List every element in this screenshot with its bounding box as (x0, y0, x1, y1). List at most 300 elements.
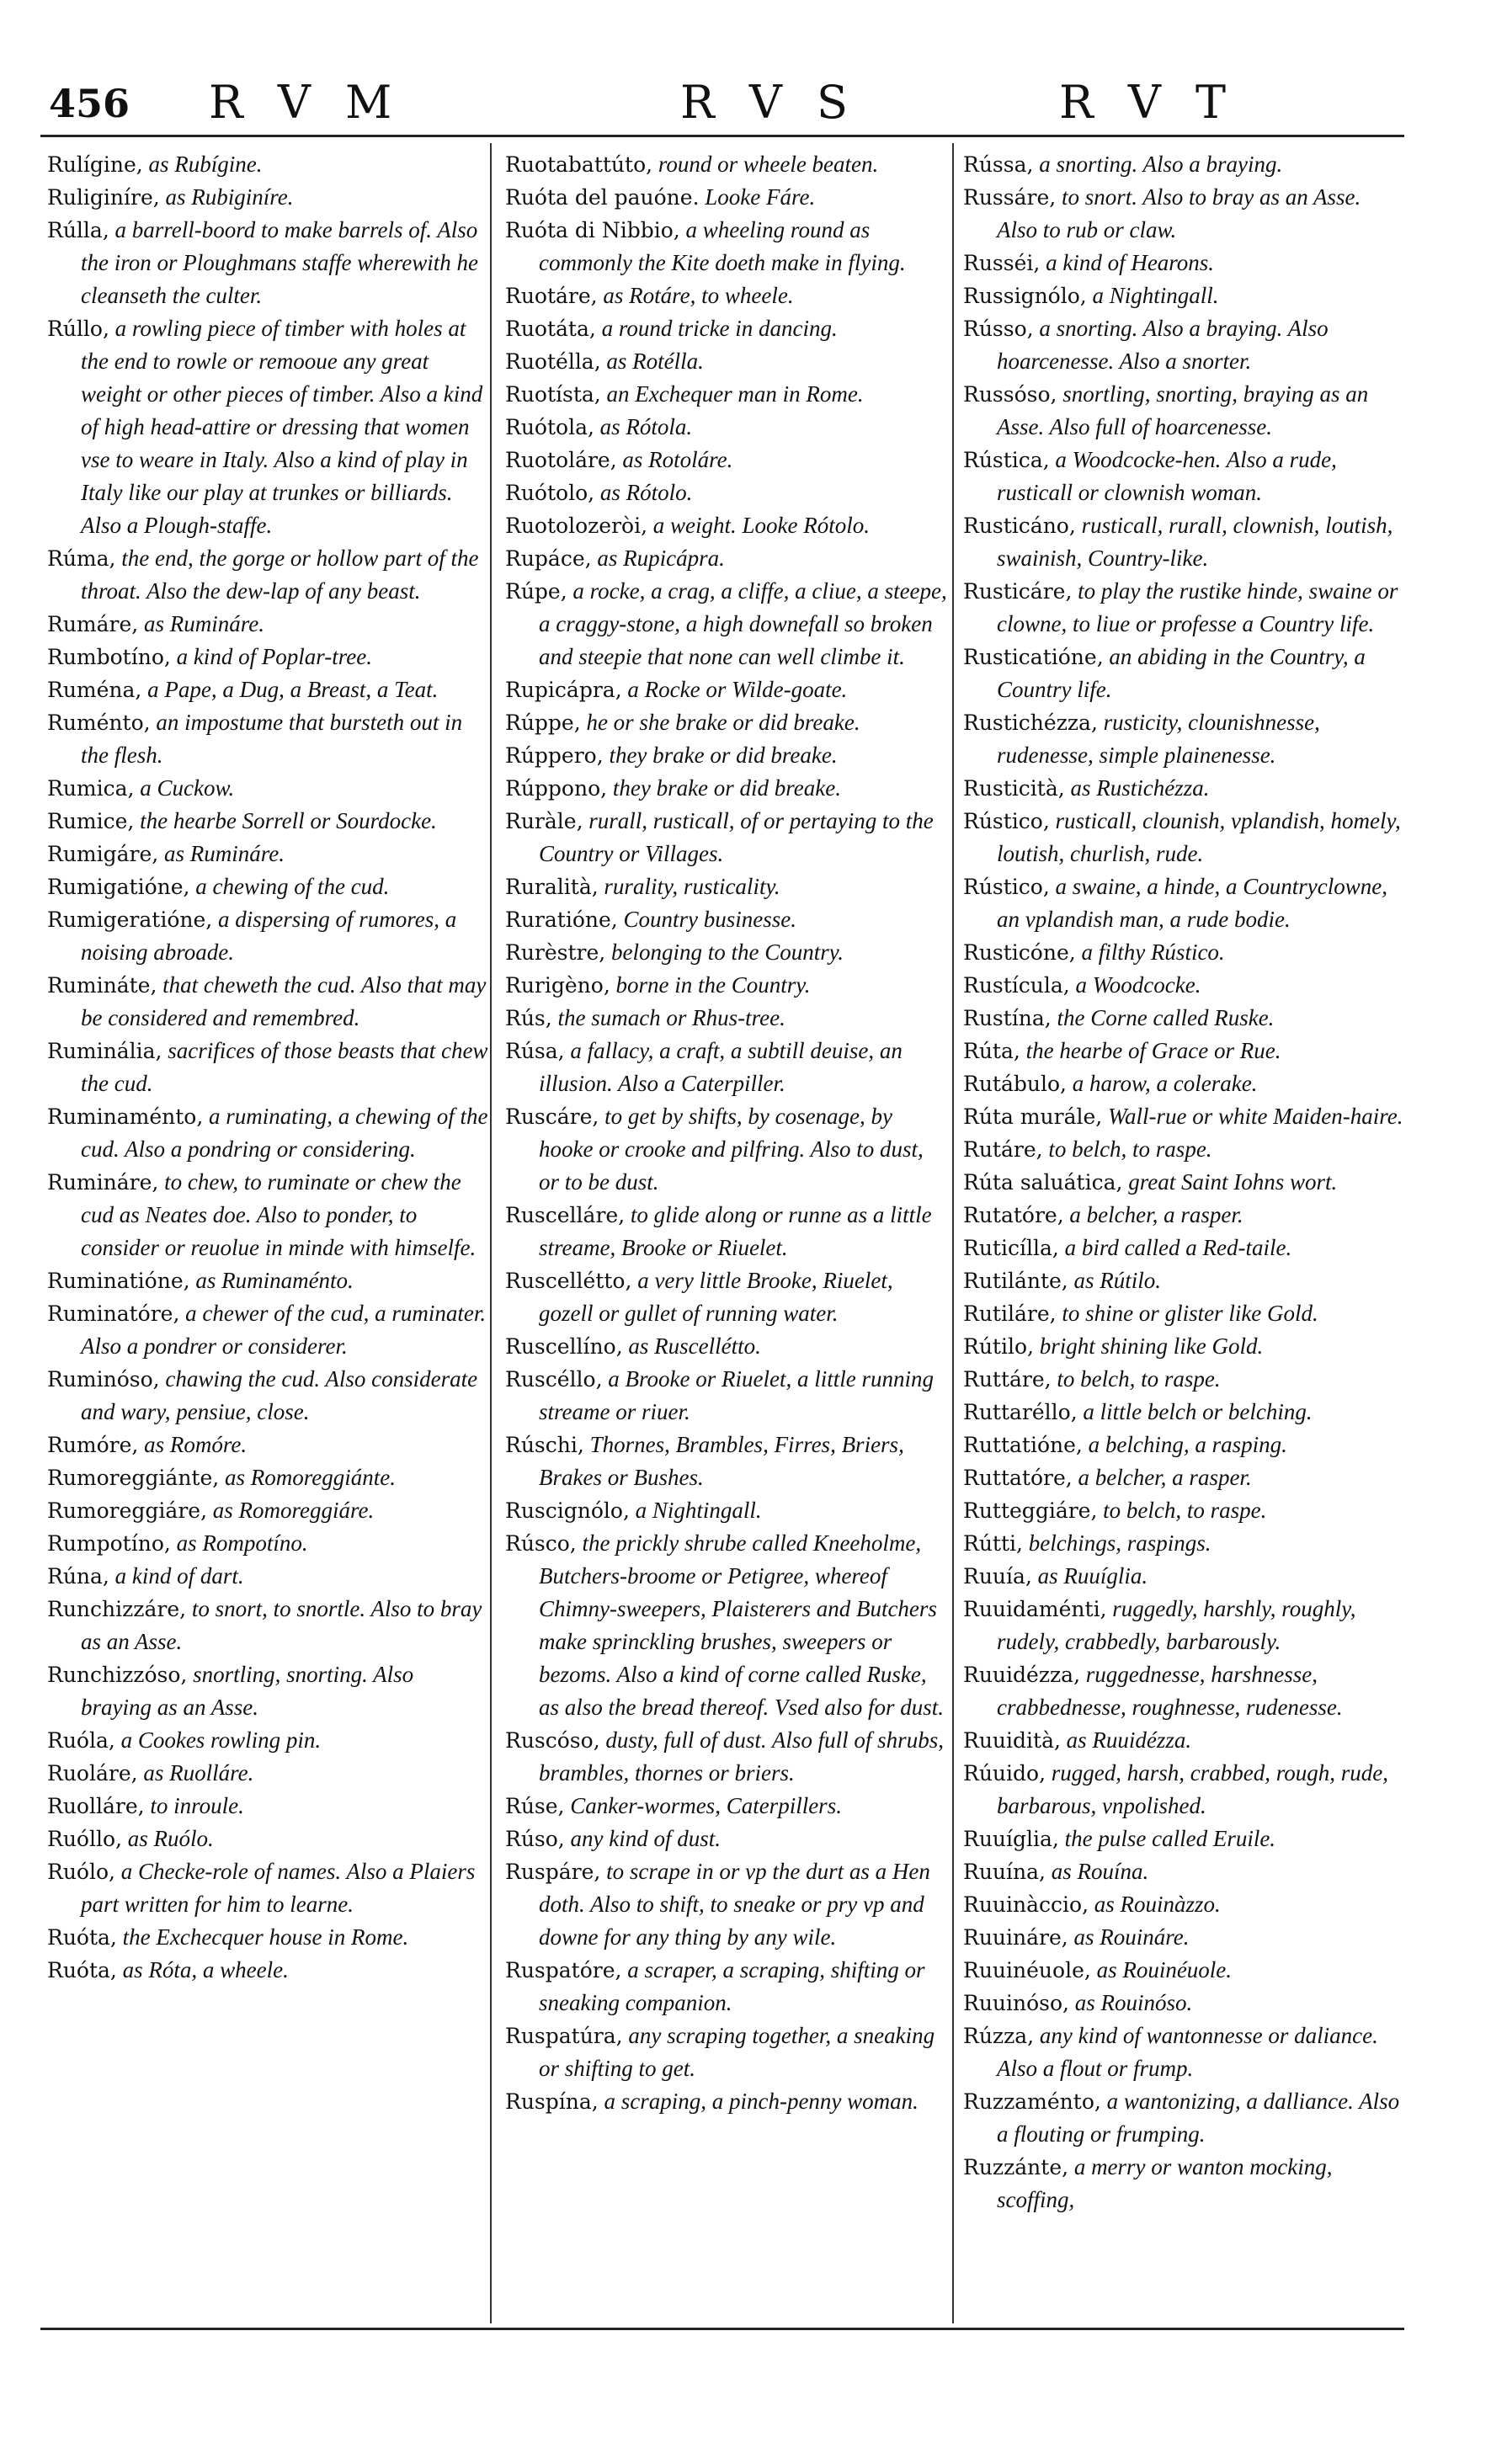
definition: a Checke-role of names. Also a Plaiers part written for him to learne. (81, 1859, 476, 1917)
headword: Rusticóne, (963, 940, 1076, 965)
dictionary-entry (505, 2020, 947, 2085)
headword: Ruménto, (47, 710, 151, 735)
dictionary-entry (963, 378, 1405, 444)
headword: Ruratióne, (505, 907, 618, 932)
definition: an impostume that bursteth out in the flesh. (81, 710, 463, 768)
dictionary-entry (963, 1429, 1405, 1461)
dictionary-entry (505, 1429, 947, 1494)
definition: a wheeling round as commonly the Kite doeth make in flying. (539, 217, 906, 275)
page-header (40, 69, 1404, 136)
definition: a chewing of the cud. (189, 874, 390, 899)
headword: Ruscéllo, (505, 1367, 603, 1392)
definition: Wall-rue or white Maiden-haire. (1102, 1104, 1403, 1129)
dictionary-entry (505, 1330, 947, 1363)
headword: Ruscellíno, (505, 1334, 623, 1359)
headword: Rumpotíno, (47, 1531, 171, 1556)
definition: rusticall, rurall, clownish, loutish, swainish, Country-like. (997, 513, 1393, 571)
dictionary-entry (963, 2151, 1405, 2217)
headword: Ruralità, (505, 875, 599, 899)
definition: a wantonizing, a dalliance. Also a flouting or frumping. (997, 2089, 1400, 2147)
definition: as Rotoláre. (616, 447, 733, 472)
headword: Rutilánte, (963, 1269, 1068, 1293)
dictionary-entry (963, 312, 1405, 378)
definition: ruggednesse, harshnesse, crabbednesse, roughnesse, rudenesse. (997, 1662, 1343, 1720)
headword: Rústica, (963, 448, 1050, 472)
dictionary-entry (47, 1100, 489, 1166)
headword: Ruminatióne, (47, 1269, 190, 1293)
definition: to glide along or runne as a little streame, Brooke or Riuelet. (539, 1202, 932, 1260)
headword: Ruscóso, (505, 1728, 600, 1753)
column-divider (490, 143, 492, 2323)
headword: Ruuía, (963, 1564, 1032, 1589)
headword: Ruóta, (47, 1958, 117, 1982)
headword: Rutteggiáre, (963, 1498, 1098, 1523)
dictionary-entry (505, 673, 947, 706)
dictionary-entry (505, 1363, 947, 1429)
definition: as Rubiginíre. (159, 184, 294, 210)
definition: as Rótola. (594, 414, 693, 439)
headword: Rúma, (47, 546, 116, 571)
definition: an Exchequer man in Rome. (600, 381, 864, 407)
definition: the Exchecquer house in Rome. (116, 1924, 409, 1950)
dictionary-entry (47, 772, 489, 805)
dictionary-entry (47, 181, 489, 214)
definition: sacrifices of those beasts that chew the cud. (81, 1038, 488, 1096)
headword: Ruscelláre, (505, 1203, 626, 1227)
definition: as Romóre. (138, 1432, 248, 1457)
dictionary-entry (963, 148, 1405, 181)
definition: bright shining like Gold. (1033, 1333, 1264, 1359)
headword: Rumoreggiáre, (47, 1498, 208, 1523)
definition: a belching, a rasping. (1082, 1432, 1287, 1457)
headword: Rumbotíno, (47, 645, 171, 669)
headword: Ruuíglia, (963, 1827, 1059, 1851)
dictionary-entry (47, 673, 489, 706)
definition: as Rubígine. (142, 152, 263, 177)
definition: Looke Fáre. (699, 184, 816, 210)
headword: Ruotolozeròi, (505, 514, 648, 538)
headword: Rússo, (963, 317, 1034, 341)
dictionary-entry (47, 706, 489, 772)
headword: Rúuido, (963, 1761, 1046, 1785)
headword: Ruótola, (505, 415, 594, 439)
definition: a scraper, a scraping, shifting or sneaking companion. (539, 1957, 925, 2015)
definition: the sumach or Rhus-tree. (551, 1005, 785, 1030)
dictionary-entry (963, 247, 1405, 279)
dictionary-entry (47, 608, 489, 641)
definition: as Rótolo. (594, 480, 693, 505)
headword: Rúta murále, (963, 1104, 1103, 1129)
headword: Rupicápra, (505, 678, 622, 702)
column-divider (952, 143, 954, 2323)
definition: a very little Brooke, Riuelet, gozell or gullet of running water. (539, 1268, 893, 1326)
headword: Russóso, (963, 382, 1057, 407)
running-head-center: R V S (680, 76, 858, 129)
definition: rugged, harsh, crabbed, rough, rude, barbarous, vnpolished. (997, 1760, 1389, 1818)
column-1 (47, 148, 489, 1987)
dictionary-entry (47, 1527, 489, 1560)
dictionary-entry (505, 1002, 947, 1035)
dictionary-entry (505, 870, 947, 903)
headword: Ruminatóre, (47, 1301, 180, 1326)
definition: rurall, rusticall, of or pertaying to the Country or Villages. (539, 808, 934, 866)
dictionary-entry (963, 1527, 1405, 1560)
headword: Rurèstre, (505, 940, 606, 965)
headword: Ruuinóso, (963, 1991, 1070, 2015)
dictionary-entry (963, 1232, 1405, 1264)
headword: Rúna, (47, 1564, 109, 1589)
definition: a ruminating, a chewing of the cud. Also a pondring or considering. (81, 1104, 488, 1162)
headword: Ruolláre, (47, 1794, 145, 1818)
definition: to play the rustike hinde, swaine or clowne, to liue or professe a Country life. (997, 578, 1398, 636)
header-rule (40, 135, 1404, 137)
definition: as Rumináre. (158, 841, 285, 866)
headword: Russáre, (963, 185, 1057, 210)
definition: he or she brake or did breake. (580, 710, 860, 735)
definition: as Ruolláre. (137, 1760, 254, 1785)
definition: a snorting. Also a braying. Also hoarcenesse. Also a snorter. (997, 316, 1329, 374)
dictionary-entry (47, 1560, 489, 1593)
definition: borne in the Country. (610, 972, 811, 998)
definition: Thornes, Brambles, Firres, Briers, Brakes or Bushes. (539, 1432, 904, 1490)
dictionary-entry (963, 1658, 1405, 1724)
headword: Rúta saluática, (963, 1170, 1123, 1195)
headword: Ruotoláre, (505, 448, 617, 472)
dictionary-entry (963, 1100, 1405, 1133)
headword: Ruzzaménto, (963, 2089, 1101, 2114)
definition: as Rustichézza. (1064, 775, 1210, 801)
definition: a kind of Poplar-tree. (170, 644, 372, 669)
headword: Rumica, (47, 776, 135, 801)
headword: Rulígine, (47, 152, 143, 177)
headword: Ruóta, (47, 1925, 117, 1950)
dictionary-entry (47, 1297, 489, 1363)
definition: they brake or did breake. (603, 742, 838, 768)
dictionary-entry (963, 1363, 1405, 1396)
dictionary-entry (505, 279, 947, 312)
headword: Ruttaréllo, (963, 1400, 1078, 1424)
dictionary-entry (505, 903, 947, 936)
headword: Ruuinéuole, (963, 1958, 1091, 1982)
definition: a little belch or belching. (1077, 1399, 1313, 1424)
headword: Rusticáre, (963, 579, 1073, 604)
dictionary-entry (963, 1067, 1405, 1100)
dictionary-entry (963, 1855, 1405, 1888)
headword: Ruóta di Nibbio, (505, 218, 680, 242)
definition: any kind of dust. (564, 1826, 721, 1851)
dictionary-entry (963, 1166, 1405, 1199)
headword: Ruótolo, (505, 481, 595, 505)
dictionary-entry (47, 1790, 489, 1823)
headword: Rúllo, (47, 317, 109, 341)
dictionary-entry (47, 312, 489, 542)
dictionary-entry (47, 903, 489, 969)
headword: Ruóllo, (47, 1827, 122, 1851)
dictionary-entry (505, 476, 947, 509)
headword: Ruotísta, (505, 382, 601, 407)
dictionary-entry (505, 181, 947, 214)
definition: a round tricke in dancing. (595, 316, 838, 341)
dictionary-entry (505, 1527, 947, 1724)
definition: to snort, to snortle. Also to bray as an Asse. (81, 1596, 482, 1654)
dictionary-entry (47, 1658, 489, 1724)
headword: Ruuinàccio, (963, 1892, 1089, 1917)
headword: Russignólo, (963, 284, 1087, 308)
definition: the hearbe of Grace or Rue. (1020, 1038, 1281, 1063)
definition: a merry or wanton mocking, scoffing, (997, 2154, 1333, 2212)
headword: Ruotáre, (505, 284, 598, 308)
definition: a rowling piece of timber with holes at the end to rowle or remooue any great weight or other pieces of timber. Also a kind of high head-attire or dressing that women vse to weare in Italy. Also a kind of play in Italy like our play at trunkes or billiards. Also a Plough-staffe. (81, 316, 483, 538)
headword: Ruscellétto, (505, 1269, 632, 1293)
running-head-right: R V T (1059, 76, 1237, 129)
definition: the Corne called Ruske. (1051, 1005, 1275, 1030)
headword: Rúppono, (505, 776, 608, 801)
headword: Rúsco, (505, 1531, 577, 1556)
dictionary-entry (47, 148, 489, 181)
definition: as Rouinóso. (1069, 1990, 1193, 2015)
headword: Ruràle, (505, 809, 583, 833)
dictionary-entry (505, 936, 947, 969)
dictionary-entry (505, 444, 947, 476)
dictionary-entry (963, 936, 1405, 969)
headword: Rusticità, (963, 776, 1065, 801)
definition: to belch, to raspe. (1042, 1136, 1212, 1162)
definition: a chewer of the cud, a ruminater. Also a pondrer or considerer. (81, 1301, 487, 1359)
headword: Ruspatóre, (505, 1958, 622, 1982)
dictionary-entry (963, 1987, 1405, 2020)
dictionary-entry (963, 1330, 1405, 1363)
definition: a filthy Rústico. (1075, 939, 1225, 965)
definition: a snorting. Also a braying. (1033, 152, 1283, 177)
dictionary-entry (963, 1954, 1405, 1987)
definition: a rocke, a crag, a cliffe, a cliue, a steepe, a craggy-stone, a high downefall so broken and steepie that none can well climbe it. (539, 578, 947, 669)
definition: to belch, to raspe. (1097, 1498, 1267, 1523)
definition: a fallacy, a craft, a subtill deuise, an illusion. Also a Caterpiller. (539, 1038, 903, 1096)
definition: an abiding in the Country, a Country life. (997, 644, 1366, 702)
dictionary-entry (505, 739, 947, 772)
dictionary-entry (47, 1494, 489, 1527)
headword: Rúpe, (505, 579, 567, 604)
definition: snortling, snorting, braying as an Asse. Also full of hoarcenesse. (997, 381, 1369, 439)
dictionary-entry (963, 1823, 1405, 1855)
dictionary-entry (963, 509, 1405, 575)
headword: Rúppero, (505, 743, 604, 768)
dictionary-entry (47, 641, 489, 673)
definition: a Rocke or Wilde-goate. (621, 677, 848, 702)
dictionary-entry (505, 509, 947, 542)
headword: Rumigáre, (47, 842, 159, 866)
headword: Ruminália, (47, 1039, 162, 1063)
headword: Rúzza, (963, 2024, 1035, 2048)
headword: Rúta, (963, 1039, 1020, 1063)
definition: belonging to the Country. (605, 939, 844, 965)
definition: ruggedly, harshly, roughly, rudely, crabbedly, barbarously. (997, 1596, 1356, 1654)
dictionary-entry (505, 1954, 947, 2020)
headword: Rúlla, (47, 218, 109, 242)
headword: Ruspáre, (505, 1860, 601, 1884)
headword: Rumoreggiánte, (47, 1466, 220, 1490)
definition: rusticity, clounishnesse, rudenesse, simple plainenesse. (997, 710, 1320, 768)
definition: a harow, a colerake. (1066, 1071, 1258, 1096)
dictionary-entry (505, 214, 947, 279)
definition: great Saint Iohns wort. (1122, 1169, 1338, 1195)
dictionary-entry (505, 805, 947, 870)
headword: Rutáre, (963, 1137, 1043, 1162)
headword: Rúppe, (505, 710, 581, 735)
dictionary-entry (963, 1264, 1405, 1297)
headword: Rúse, (505, 1794, 565, 1818)
dictionary-entry (963, 706, 1405, 772)
definition: dusty, full of dust. Also full of shrubs, brambles, thornes or briers. (539, 1727, 944, 1785)
headword: Rús, (505, 1006, 552, 1030)
dictionary-entry (47, 870, 489, 903)
dictionary-entry (963, 279, 1405, 312)
definition: a Pape, a Dug, a Breast, a Teat. (141, 677, 439, 702)
headword: Ruminóso, (47, 1367, 160, 1392)
headword: Rúsa, (505, 1039, 565, 1063)
headword: Rumigeratióne, (47, 907, 213, 932)
headword: Runchizzáre, (47, 1597, 187, 1621)
dictionary-entry (505, 1724, 947, 1790)
headword: Rusticatióne, (963, 645, 1104, 669)
definition: they brake or did breake. (607, 775, 842, 801)
headword: Ruttatióne, (963, 1433, 1083, 1457)
headword: Runchizzóso, (47, 1663, 188, 1687)
definition: any kind of wantonnesse or daliance. Also a flout or frump. (997, 2023, 1378, 2081)
headword: Rurigèno, (505, 973, 610, 998)
definition: as Róta, a wheele. (116, 1957, 289, 1982)
dictionary-entry (47, 542, 489, 608)
headword: Ruólo, (47, 1860, 115, 1884)
dictionary-entry (963, 2020, 1405, 2085)
dictionary-entry (963, 1002, 1405, 1035)
dictionary-entry (505, 1823, 947, 1855)
headword: Rúschi, (505, 1433, 584, 1457)
dictionary-entry (47, 805, 489, 838)
dictionary-entry (47, 838, 489, 870)
definition: to inroule. (144, 1793, 244, 1818)
headword: Rumóre, (47, 1433, 139, 1457)
headword: Ruscáre, (505, 1104, 599, 1129)
running-head-left: R V M (209, 76, 402, 129)
definition: as Romoreggiánte. (219, 1465, 396, 1490)
definition: round or wheele beaten. (652, 152, 879, 177)
page-number: 456 (49, 81, 130, 126)
definition: a Nightingall. (1086, 283, 1219, 308)
headword: Rússa, (963, 152, 1034, 177)
dictionary-entry (505, 345, 947, 378)
headword: Russéi, (963, 251, 1041, 275)
dictionary-entry (963, 870, 1405, 936)
dictionary-entry (505, 706, 947, 739)
definition: as Rouinéuole. (1090, 1957, 1233, 1982)
dictionary-entry (963, 1396, 1405, 1429)
definition: as Rompotíno. (170, 1530, 308, 1556)
definition: as Rumináre. (138, 611, 264, 636)
dictionary-entry (505, 772, 947, 805)
definition: that cheweth the cud. Also that may be considered and remembred. (81, 972, 487, 1030)
headword: Rutábulo, (963, 1072, 1067, 1096)
definition: belchings, raspings. (1022, 1530, 1211, 1556)
headword: Rúso, (505, 1827, 565, 1851)
headword: Rumice, (47, 809, 135, 833)
headword: Rutiláre, (963, 1301, 1057, 1326)
definition: any scraping together, a sneaking or shifting to get. (539, 2023, 935, 2081)
dictionary-entry (505, 1100, 947, 1199)
dictionary-entry (963, 1560, 1405, 1593)
definition: Country businesse. (617, 907, 796, 932)
definition: a weight. Looke Rótolo. (647, 513, 871, 538)
dictionary-entry (47, 1823, 489, 1855)
definition: a Woodcocke-hen. Also a rude, rusticall or clownish woman. (997, 447, 1337, 505)
definition: Canker-wormes, Caterpillers. (564, 1793, 842, 1818)
headword: Ruscignólo, (505, 1498, 630, 1523)
headword: Ruttáre, (963, 1367, 1052, 1392)
headword: Ruóla, (47, 1728, 115, 1753)
headword: Ruoláre, (47, 1761, 138, 1785)
dictionary-entry (963, 181, 1405, 247)
dictionary-entry (505, 542, 947, 575)
definition: chawing the cud. Also considerate and wary, pensiue, close. (81, 1366, 478, 1424)
dictionary-entry (505, 1494, 947, 1527)
headword: Ruuidità, (963, 1728, 1061, 1753)
definition: a belcher, a rasper. (1063, 1202, 1243, 1227)
dictionary-entry (963, 805, 1405, 870)
dictionary-entry (505, 575, 947, 673)
dictionary-entry (47, 1921, 489, 1954)
definition: as Rouína. (1045, 1859, 1149, 1884)
definition: a Brooke or Riuelet, a little running streame or riuer. (539, 1366, 934, 1424)
dictionary-entry (963, 575, 1405, 641)
headword: Rustína, (963, 1006, 1052, 1030)
dictionary-entry (963, 1035, 1405, 1067)
headword: Rútilo, (963, 1334, 1034, 1359)
definition: a belcher, a rasper. (1072, 1465, 1252, 1490)
dictionary-entry (47, 1264, 489, 1297)
definition: as Rotáre, to wheele. (597, 283, 794, 308)
definition: to scrape in or vp the durt as a Hen doth. Also to shift, to sneake or pry vp and downe for any thing by any wile. (539, 1859, 930, 1950)
definition: as Rupicápra. (591, 545, 725, 571)
headword: Ruspatúra, (505, 2024, 623, 2048)
dictionary-entry (47, 1461, 489, 1494)
headword: Ruóta del pauóne. (505, 185, 700, 210)
dictionary-entry (963, 1724, 1405, 1757)
dictionary-entry (47, 1363, 489, 1429)
headword: Rumáre, (47, 612, 139, 636)
definition: as Ruscellétto. (622, 1333, 761, 1359)
definition: the pulse called Eruile. (1058, 1826, 1276, 1851)
definition: to chew, to ruminate or chew the cud as Neates doe. Also to ponder, to consider or reuolue in minde with himselfe. (81, 1169, 477, 1260)
headword: Ruotélla, (505, 349, 601, 374)
dictionary-entry (963, 1297, 1405, 1330)
definition: to get by shifts, by cosenage, by hooke or crooke and pilfring. Also to dust, or to be dust. (539, 1104, 924, 1195)
dictionary-entry (47, 1593, 489, 1658)
headword: Rumináte, (47, 973, 157, 998)
definition: as Romoreggiáre. (207, 1498, 375, 1523)
dictionary-entry (963, 969, 1405, 1002)
footer-rule (40, 2328, 1404, 2330)
definition: the prickly shrube called Kneeholme, Butchers-broome or Petigree, whereof Chimny-sweepers, Plaisterers and Butchers make sprinckling brushes, sweepers or bezoms. Also a kind of corne called Ruske, as also the bread thereof. Vsed also for dust. (539, 1530, 944, 1720)
dictionary-entry (963, 1888, 1405, 1921)
headword: Ruména, (47, 678, 142, 702)
definition: rusticall, clounish, vplandish, homely, loutish, churlish, rude. (997, 808, 1401, 866)
definition: as Ruólo. (121, 1826, 214, 1851)
dictionary-entry (963, 1757, 1405, 1823)
definition: a scraping, a pinch-penny woman. (598, 2089, 919, 2114)
definition: as Ruuidézza. (1060, 1727, 1192, 1753)
dictionary-entry (963, 444, 1405, 509)
dictionary-entry (47, 1166, 489, 1264)
